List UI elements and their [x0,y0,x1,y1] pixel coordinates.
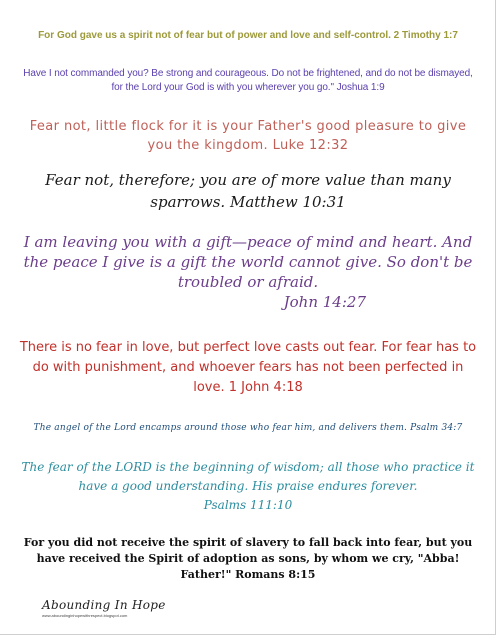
brand-name: Abounding In Hope [42,598,166,612]
verse-psalms-111-10-text: The fear of the LORD is the beginning of wisdom; all those who practice it have a good understanding. His praise endures forever. [21,460,475,493]
verse-2-timothy-1-7: For God gave us a spirit not of fear but of power and love and self-control. 2 Timothy 1:7 [38,30,458,41]
verse-1-john-4-18: There is no fear in love, but perfect love casts out fear. For fear has to do with punishment, and whoever fears has not been perfected in love. 1 John 4:18 [19,340,477,395]
verse-matthew-10-31: Fear not, therefore; you are of more value than many sparrows. Matthew 10:31 [45,171,451,211]
brand-url: www.aboundinginhopewithrespect.blogspot.com [42,613,128,618]
verse-psalm-34-7: The angel of the Lord encamps around those who fear him, and delivers them. Psalm 34:7 [33,423,463,433]
verse-psalms-111-10-reference: Psalms 111:10 [203,498,293,512]
verse-john-14-27-text: I am leaving you with a gift—peace of mind and heart. And the peace I give is a gift the world cannot give. So don't be troubled or afraid. [23,233,473,291]
verse-joshua-1-9: Have I not commanded you? Be strong and courageous. Do not be frightened, and do not be dismayed, for the Lord your God is with you wherever you go." Joshua 1:9 [23,68,473,93]
verse-luke-12-32: Fear not, little flock for it is your Father's good pleasure to give you the kingdom. Luke 12:32 [29,119,467,153]
verse-romans-8-15: For you did not receive the spirit of slavery to fall back into fear, but you have received the Spirit of adoption as sons, by whom we cry, "Abba! Father!" Romans 8:15 [23,536,473,581]
verse-psalms-111-10 [20,458,476,515]
verse-john-14-27 [20,232,476,312]
verse-john-14-27-reference: John 14:27 [283,293,366,311]
brand-logo [42,598,242,618]
